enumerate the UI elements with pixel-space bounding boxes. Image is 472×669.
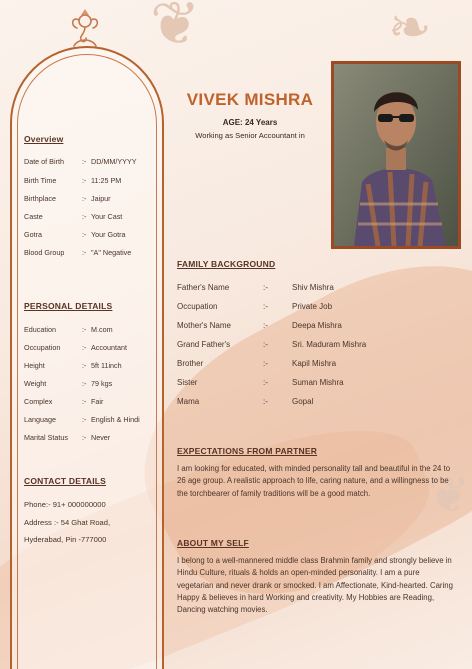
row-value: Kapil Mishra bbox=[292, 359, 337, 368]
personal-details-title: PERSONAL DETAILS bbox=[24, 301, 113, 311]
row-label: Mama bbox=[177, 397, 200, 406]
row-value: M.com bbox=[91, 325, 113, 334]
row-value: DD/MM/YYYY bbox=[91, 157, 137, 166]
row-value: Private Job bbox=[292, 302, 333, 311]
profile-age: AGE: 24 Years bbox=[222, 118, 278, 127]
row-value: Never bbox=[91, 433, 111, 442]
contact-phone: Phone:- 91+ 000000000 bbox=[24, 500, 106, 509]
family-background-title: FAMILY BACKGROUND bbox=[177, 259, 276, 269]
row-separator: :- bbox=[82, 361, 87, 370]
row-label: Birth Time bbox=[24, 176, 57, 185]
row-separator: :- bbox=[263, 359, 268, 368]
floral-ornament-icon: ❧ bbox=[388, 0, 432, 57]
row-separator: :- bbox=[263, 302, 268, 311]
floral-ornament-icon: ❦ bbox=[428, 467, 470, 523]
row-value: "A" Negative bbox=[91, 248, 132, 257]
contact-address-line1: Address :- 54 Ghat Road, bbox=[24, 518, 111, 527]
profile-name: VIVEK MISHRA bbox=[186, 90, 314, 109]
row-label: Gotra bbox=[24, 230, 42, 239]
row-label: Brother bbox=[177, 359, 204, 368]
row-separator: :- bbox=[263, 283, 268, 292]
row-value: Gopal bbox=[292, 397, 314, 406]
row-label: Date of Birth bbox=[24, 157, 64, 166]
row-value: Jaipur bbox=[91, 194, 111, 203]
row-label: Caste bbox=[24, 212, 43, 221]
row-label: Marital Status bbox=[24, 433, 68, 442]
row-label: Sister bbox=[177, 378, 198, 387]
profile-occupation: Working as Senior Accountant in bbox=[195, 131, 305, 140]
contact-details-title: CONTACT DETAILS bbox=[24, 476, 107, 486]
row-label: Complex bbox=[24, 397, 53, 406]
row-label: Grand Father's bbox=[177, 340, 231, 349]
row-separator: :- bbox=[82, 433, 87, 442]
row-label: Occupation bbox=[177, 302, 218, 311]
row-value: Fair bbox=[91, 397, 104, 406]
expectations-title: EXPECTATIONS FROM PARTNER bbox=[177, 446, 318, 456]
row-separator: :- bbox=[82, 194, 87, 203]
profile-photo bbox=[331, 61, 461, 249]
row-separator: :- bbox=[263, 397, 268, 406]
row-value: Shiv Mishra bbox=[292, 283, 334, 292]
about-text: I belong to a well-mannered middle class Brahmin family and strongly believe in Hindu Culture, rituals & holds an open-minded personality. I am a pure vegetarian and never drank or smocked. I am Affectionate, Kind-hearted. Caring Happy & believes in hard Working and creativity. My Hobbies are Reading, Dancing watching movies. bbox=[177, 556, 453, 615]
row-value: Accountant bbox=[91, 343, 127, 352]
row-value: 11:25 PM bbox=[91, 176, 122, 185]
row-separator: :- bbox=[82, 397, 87, 406]
row-value: Your Gotra bbox=[91, 230, 126, 239]
row-value: English & Hindi bbox=[91, 415, 140, 424]
row-label: Language bbox=[24, 415, 56, 424]
row-separator: :- bbox=[263, 340, 268, 349]
row-separator: :- bbox=[82, 157, 87, 166]
contact-address-line2: Hyderabad, Pin -777000 bbox=[24, 535, 107, 544]
floral-ornament-icon: ❦ bbox=[150, 0, 201, 57]
ganesha-icon bbox=[66, 6, 104, 50]
row-separator: :- bbox=[82, 415, 87, 424]
row-value: Suman Mishra bbox=[292, 378, 344, 387]
row-separator: :- bbox=[82, 176, 87, 185]
about-title: ABOUT MY SELF bbox=[177, 538, 249, 548]
row-label: Education bbox=[24, 325, 56, 334]
row-separator: :- bbox=[82, 325, 87, 334]
row-label: Height bbox=[24, 361, 45, 370]
row-value: Sri. Maduram Mishra bbox=[292, 340, 367, 349]
row-label: Birthplace bbox=[24, 194, 56, 203]
row-label: Weight bbox=[24, 379, 47, 388]
row-separator: :- bbox=[82, 343, 87, 352]
row-separator: :- bbox=[82, 212, 87, 221]
overview-title: Overview bbox=[24, 134, 64, 144]
row-label: Blood Group bbox=[24, 248, 65, 257]
row-separator: :- bbox=[263, 378, 268, 387]
row-label: Occupation bbox=[24, 343, 61, 352]
row-separator: :- bbox=[263, 321, 268, 330]
row-label: Father's Name bbox=[177, 283, 230, 292]
row-separator: :- bbox=[82, 230, 87, 239]
row-value: 5ft 11inch bbox=[91, 361, 122, 370]
row-value: 79 kgs bbox=[91, 379, 113, 388]
row-label: Mother's Name bbox=[177, 321, 231, 330]
row-value: Deepa Mishra bbox=[292, 321, 342, 330]
expectations-text: I am looking for educated, with minded personality tall and beautiful in the 24 to 26 age group. A realistic approach to life, caring nature, and a willingness to be the torchbearer of family traditions will be a good match. bbox=[177, 464, 451, 498]
row-separator: :- bbox=[82, 248, 87, 257]
row-separator: :- bbox=[82, 379, 87, 388]
row-value: Your Cast bbox=[91, 212, 123, 221]
portrait-image bbox=[334, 64, 458, 246]
